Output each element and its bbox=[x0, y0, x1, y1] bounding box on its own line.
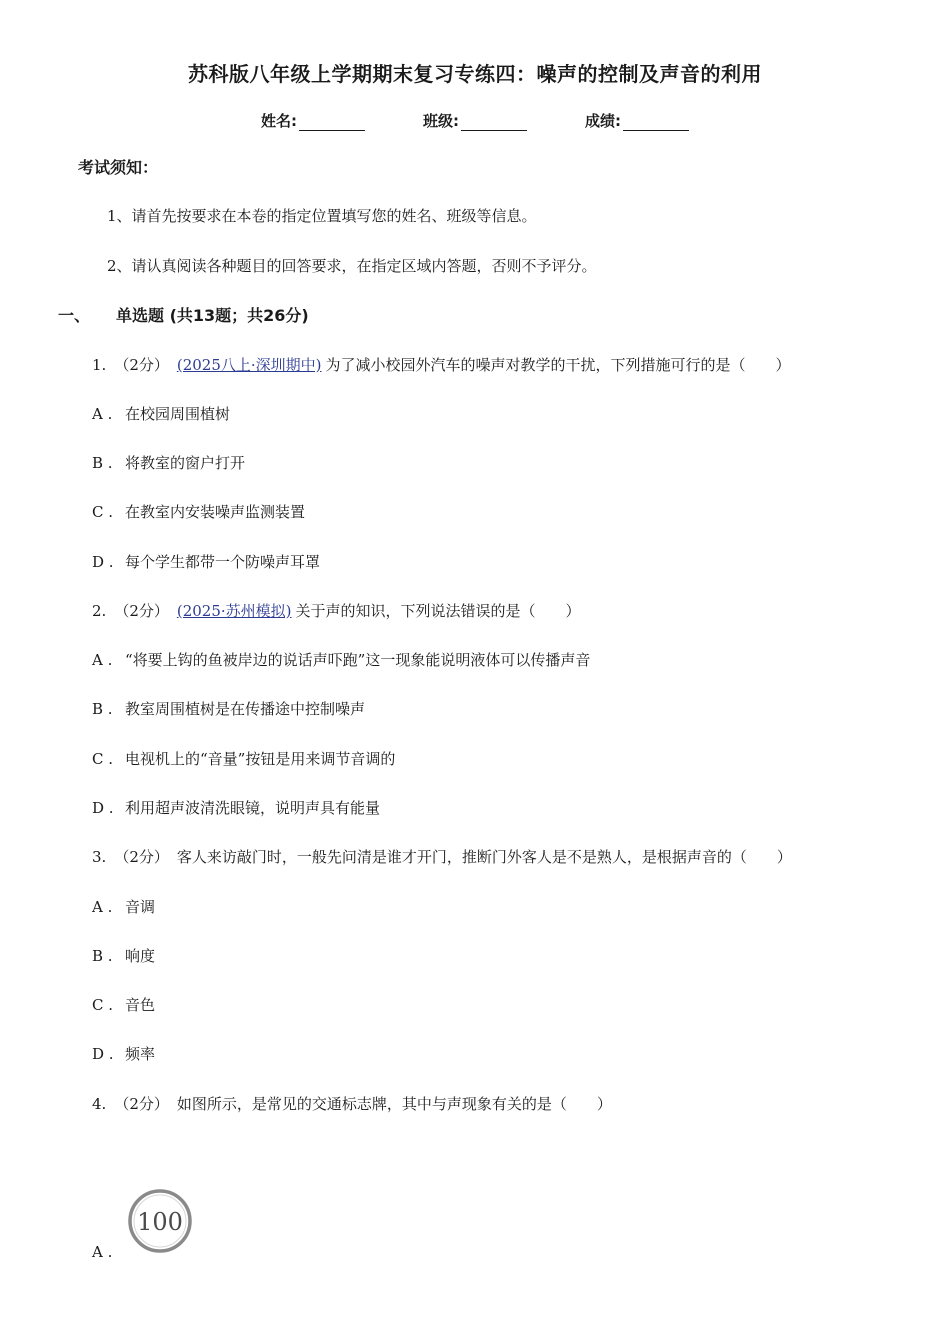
option-1a[interactable]: A . 在校园周围植树 bbox=[92, 405, 231, 423]
option-1b[interactable]: B . 将教室的窗户打开 bbox=[92, 454, 246, 472]
question-number: 2. bbox=[92, 602, 107, 620]
question-1 bbox=[92, 354, 791, 375]
notice-title: 考试须知： bbox=[78, 158, 159, 177]
score-label: 成绩: bbox=[585, 112, 621, 130]
section-number: 一、 bbox=[58, 306, 91, 325]
option-3d[interactable]: D . 频率 bbox=[92, 1045, 156, 1063]
option-3b[interactable]: B . 响度 bbox=[92, 947, 156, 965]
question-points: （2分） bbox=[114, 602, 169, 620]
page-title: 苏科版八年级上学期期末复习专练四：噪声的控制及声音的利用 bbox=[188, 62, 762, 86]
question-number: 1. bbox=[92, 356, 107, 374]
option-1c[interactable]: C . 在教室内安装噪声监测装置 bbox=[92, 503, 306, 521]
question-text: 关于声的知识，下列说法错误的是（ ） bbox=[295, 602, 581, 620]
option-1d[interactable]: D . 每个学生都带一个防噪声耳罩 bbox=[92, 553, 321, 571]
question-2 bbox=[92, 600, 581, 621]
question-text: 为了减小校园外汽车的噪声对教学的干扰，下列措施可行的是（ ） bbox=[325, 356, 791, 374]
question-source-link[interactable]: (2025·苏州模拟) bbox=[176, 602, 292, 620]
question-points: （2分） bbox=[114, 848, 169, 866]
question-points: （2分） bbox=[114, 356, 169, 374]
class-label: 班级: bbox=[423, 112, 459, 130]
option-2c[interactable]: C . 电视机上的“音量”按钮是用来调节音调的 bbox=[92, 750, 396, 768]
class-field[interactable] bbox=[423, 110, 527, 131]
option-3a[interactable]: A . 音调 bbox=[92, 898, 156, 916]
option-3c[interactable]: C . 音色 bbox=[92, 996, 156, 1014]
question-points: （2分） bbox=[114, 1095, 169, 1113]
question-4 bbox=[92, 1093, 612, 1114]
name-blank[interactable] bbox=[299, 114, 365, 131]
score-blank[interactable] bbox=[623, 114, 689, 131]
score-field[interactable] bbox=[585, 110, 689, 131]
question-number: 4. bbox=[92, 1095, 107, 1113]
question-number: 3. bbox=[92, 848, 107, 866]
student-info-row bbox=[0, 110, 950, 131]
option-2d[interactable]: D . 利用超声波清洗眼镜，说明声具有能量 bbox=[92, 799, 381, 817]
question-3 bbox=[92, 846, 792, 867]
name-label: 姓名: bbox=[261, 112, 297, 130]
notice-item: 1、请首先按要求在本卷的指定位置填写您的姓名、班级等信息。 bbox=[107, 207, 537, 225]
question-source-link[interactable]: (2025八上·深圳期中) bbox=[176, 356, 322, 374]
name-field[interactable] bbox=[261, 110, 365, 131]
class-blank[interactable] bbox=[461, 114, 527, 131]
sign-number: 100 bbox=[137, 1208, 183, 1236]
option-2a[interactable]: A . “将要上钩的鱼被岸边的说话声吓跑”这一现象能说明液体可以传播声音 bbox=[92, 651, 591, 669]
section-label: 单选题 (共13题；共26分) bbox=[116, 306, 309, 325]
option-2b[interactable]: B . 教室周围植树是在传播途中控制噪声 bbox=[92, 700, 366, 718]
section-heading bbox=[58, 303, 309, 326]
question-text: 如图所示，是常见的交通标志牌，其中与声现象有关的是（ ） bbox=[176, 1095, 612, 1113]
question-text: 客人来访敲门时，一般先问清是谁才开门，推断门外客人是不是熟人，是根据声音的（ ） bbox=[176, 848, 792, 866]
option-4a[interactable]: A . bbox=[92, 1243, 113, 1261]
speed-limit-sign-icon bbox=[127, 1188, 193, 1254]
notice-item: 2、请认真阅读各种题目的回答要求，在指定区域内答题，否则不予评分。 bbox=[107, 257, 597, 275]
